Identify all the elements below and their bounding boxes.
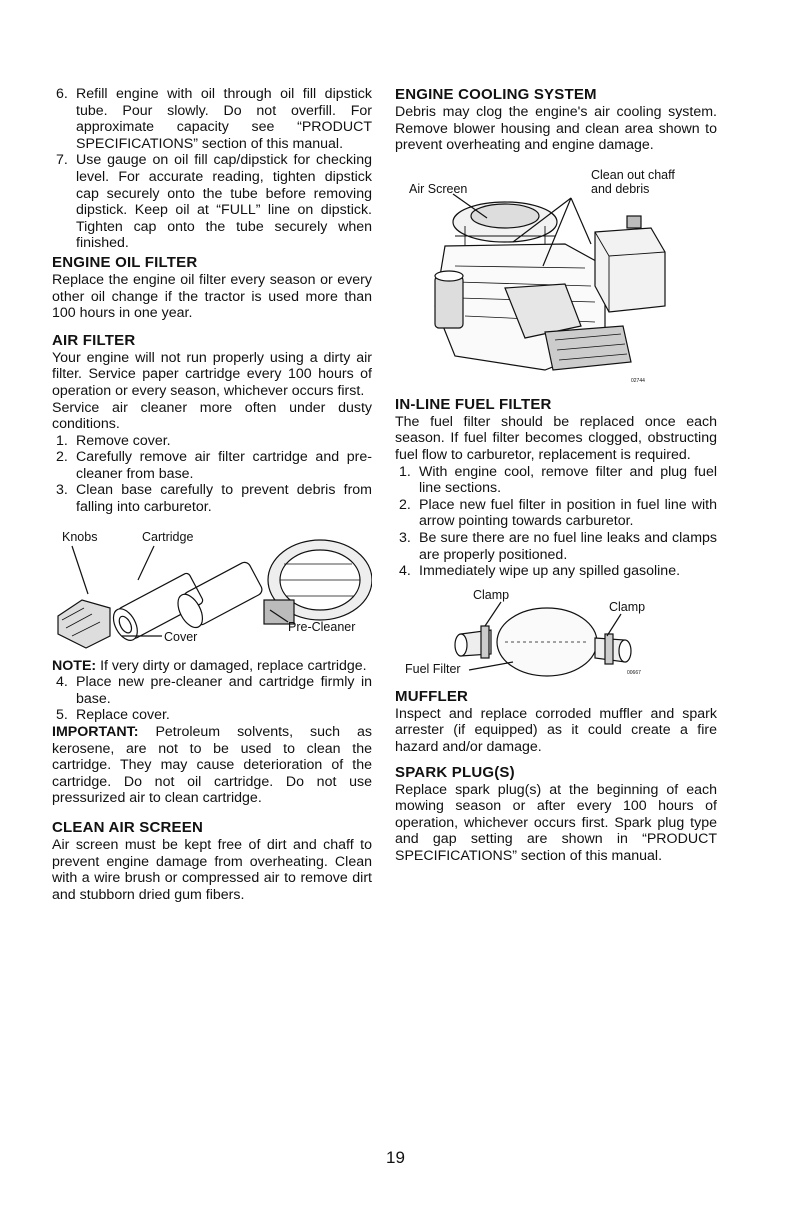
step-4: 4. Immediately wipe up any spilled gasoline.: [399, 563, 681, 580]
right-column: [395, 86, 717, 864]
important-label: IMPORTANT:: [52, 724, 139, 741]
air-filter-figure: [52, 524, 372, 652]
cover-label: Cover: [164, 629, 198, 644]
step-1: 1. Remove cover.: [56, 432, 171, 449]
figure-code: 02744: [631, 377, 645, 384]
air-screen-label: Air Screen: [409, 181, 468, 196]
engine-cooling-text: Debris may clog the engine's air cooling system. Remove blower housing and clean area shown to prevent overheating and engine damage.: [395, 104, 717, 154]
cartridge-label: Cartridge: [142, 529, 194, 544]
fuel-filter-steps: [395, 464, 717, 580]
muffler-text: Inspect and replace corroded muffler and spark arrester (if equipped) as it could create a fire hazard and/or damage.: [395, 705, 717, 755]
page-number: 19: [386, 1148, 405, 1167]
note: NOTE: If very dirty or damaged, replace cartridge.: [52, 657, 367, 674]
note-label: NOTE:: [52, 657, 97, 674]
step-3: 3. Clean base carefully to prevent debris from falling into carburetor.: [56, 482, 372, 516]
engine-oil-filter-text: Replace the engine oil filter every season or every other oil change if the tractor is used more than 100 hours in one year.: [52, 271, 372, 322]
clean-air-screen-text: Air screen must be kept free of dirt and chaff to prevent engine damage from overheating. Clean with a wire brush or compressed air to remove dirt and stubborn dried gum fibers.: [52, 837, 372, 903]
and-debris-label: and debris: [591, 181, 650, 196]
muffler-heading: MUFFLER: [395, 687, 469, 705]
oil-refill-steps: [52, 86, 372, 252]
fuel-filter-text: The fuel filter should be replaced once each season. If fuel filter becomes clogged, obstructing fuel flow to carburetor, replacement is required.: [395, 413, 717, 463]
fuel-filter-label: Fuel Filter: [405, 661, 461, 676]
step-2: 2. Place new fuel filter in position in fuel line with arrow pointing towards carburetor.: [399, 496, 717, 530]
air-filter-steps-2: [52, 674, 372, 724]
fuel-filter-figure: [395, 586, 717, 682]
step-2: 2. Carefully remove air filter cartridge and pre-cleaner from base.: [56, 449, 372, 482]
important-notice: IMPORTANT: Petroleum solvents, such as kerosene, are not to be used to clean the cartridge. They may cause deterioration of the cartridge. Do not oil cartridge. Do not use pressurized air to clean cartridge.: [52, 724, 372, 807]
knobs-label: Knobs: [62, 529, 98, 544]
clean-out-chaff-label: Clean out chaff: [591, 167, 675, 182]
step-7: 7. Use gauge on oil fill cap/dipstick for checking level. For accurate reading, tighten dipstick cap securely onto the tube before removing dipstick. Keep oil at “FULL” line on dipstick. Tighten cap onto the tube securely when finished.: [56, 152, 372, 252]
engine-oil-filter-heading: ENGINE OIL FILTER: [52, 253, 198, 271]
step-4: 4. Place new pre-cleaner and cartridge firmly in base.: [56, 674, 372, 707]
clamp-label-2: Clamp: [609, 599, 646, 614]
spark-plugs-heading: SPARK PLUG(S): [395, 763, 515, 781]
air-filter-text-2: Service air cleaner more often under dusty conditions.: [52, 399, 372, 433]
step-6: 6. Refill engine with oil through oil fill dipstick tube. Pour slowly. Do not overfill. For approximate capacity see “PRODUCT SPECIFICATIONS” section of this manual.: [56, 86, 372, 152]
step-3: 3. Be sure there are no fuel line leaks and clamps are properly positioned.: [399, 529, 717, 563]
clamp-label-1: Clamp: [473, 587, 510, 602]
step-1: 1. With engine cool, remove filter and plug fuel line sections.: [399, 463, 717, 497]
engine-cooling-figure: [395, 156, 717, 396]
spark-plugs-text: Replace spark plug(s) at the beginning of each mowing season or after every 100 hours of operation, whichever occurs first. Spark plug type and gap setting are shown in “PRODUCT SPECIFICATIONS” section of this manual.: [395, 781, 717, 864]
step-5: 5. Replace cover.: [56, 707, 170, 724]
air-filter-steps: [52, 433, 372, 516]
pre-cleaner-label: Pre-Cleaner: [288, 619, 356, 634]
fuel-filter-heading: IN-LINE FUEL FILTER: [395, 395, 552, 413]
engine-cooling-heading: ENGINE COOLING SYSTEM: [395, 86, 597, 103]
figure-code-2: 00667: [627, 669, 641, 676]
left-column: [52, 86, 372, 903]
clean-air-screen-heading: CLEAN AIR SCREEN: [52, 819, 203, 836]
air-filter-heading: AIR FILTER: [52, 331, 136, 349]
air-filter-text-1: Your engine will not run properly using a dirty air filter. Service paper cartridge every 100 hours of operation or every season, whichever occurs first.: [52, 349, 372, 399]
